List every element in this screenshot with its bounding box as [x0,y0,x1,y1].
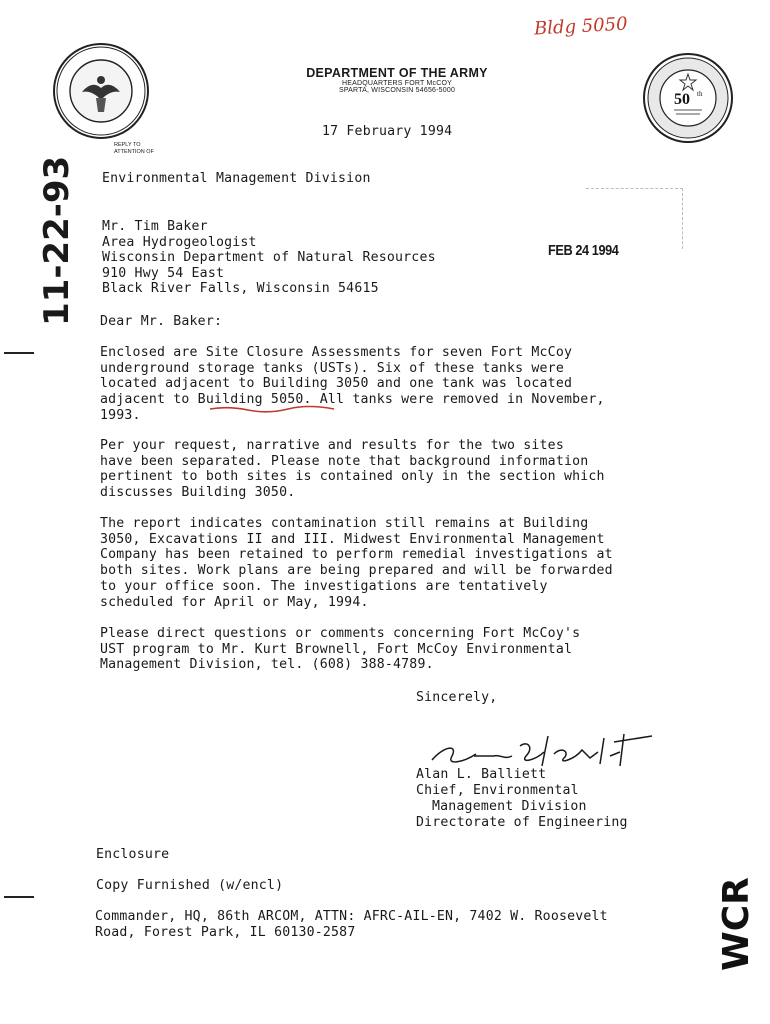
letter-date: 17 February 1994 [322,124,453,139]
handwritten-date [26,150,86,330]
paragraph-3: The report indicates contamination still remains at Building 3050, Excavations II and III. Midwest Environmental Management Company has been retained to perform remedial investigations at both sites. Work plans are being prepared and will be forwarded to your office soon. The investigations are tentatively scheduled for April or May, 1994. [100,516,613,610]
signatory-title-1: Chief, Environmental [416,783,579,798]
cc-line-1: Commander, HQ, 86th ARCOM, ATTN: AFRC-AIL-EN, 7402 W. Roosevelt [95,909,608,924]
letterhead-title: DEPARTMENT OF THE ARMY [306,66,488,80]
signatory-title-2: Management Division [432,799,587,814]
enclosure-note: Enclosure [96,847,170,862]
recipient-address [102,219,436,297]
recipient-org: Wisconsin Department of Natural Resources [102,250,436,266]
reply-to-label [114,142,154,156]
recipient-street: 910 Hwy 54 East [102,265,225,281]
paragraph-2: Per your request, narrative and results for the two sites have been separated. Please note that background information pertinent to both sites is contained only in the section which discusses Building 3050. [100,438,605,501]
recipient-city: Black River Falls, Wisconsin 54615 [102,281,379,297]
recipient-name: Mr. Tim Baker [102,219,208,234]
handwritten-building-note: Bldg 5050 [533,13,629,40]
letterhead-hq: HEADQUARTERS FORT McCOY [341,80,452,87]
handwritten-initials-text: WCR [716,877,757,971]
seal-number-suffix: th [697,90,703,98]
seal-number: 50 [674,91,690,108]
margin-tick-top [4,352,34,354]
handwritten-initials [706,855,760,975]
margin-tick-bottom [4,896,34,898]
reply-to-line2: ATTENTION OF [114,149,154,155]
letterhead [282,66,512,94]
received-stamp: FEB 24 1994 [548,242,619,259]
recipient-title: Area Hydrogeologist [102,234,257,250]
paragraph-1: Enclosed are Site Closure Assessments for seven Fort McCoy underground storage tanks (USTs). Six of these tanks were located adjacent to Building 3050 and one tank was located adjacent to Building 5050. All tanks were removed in November, 1993. [100,345,605,423]
copy-furnished: Copy Furnished (w/encl) [96,878,284,893]
paragraph-4: Please direct questions or comments concerning Fort McCoy's UST program to Mr. Kurt Brownell, Fort McCoy Environmental Management Division, tel. (608) 388-4789. [100,626,581,673]
red-underline-mark [208,404,338,414]
office-symbol: Environmental Management Division [102,171,371,186]
anniversary-seal-right [642,52,734,144]
dod-seal-left [52,42,150,140]
handwritten-date-text: 11-22-93 [37,155,77,326]
reply-to-line1: REPLY TO [114,142,141,148]
cc-line-2: Road, Forest Park, IL 60130-2587 [95,925,356,940]
signatory-title-3: Directorate of Engineering [416,815,628,830]
closing: Sincerely, [416,690,498,705]
received-stamp-box [586,188,683,249]
salutation: Dear Mr. Baker: [100,314,223,329]
letterhead-address: SPARTA, WISCONSIN 54656-5000 [338,87,456,94]
signatory-name: Alan L. Balliett [416,767,547,782]
